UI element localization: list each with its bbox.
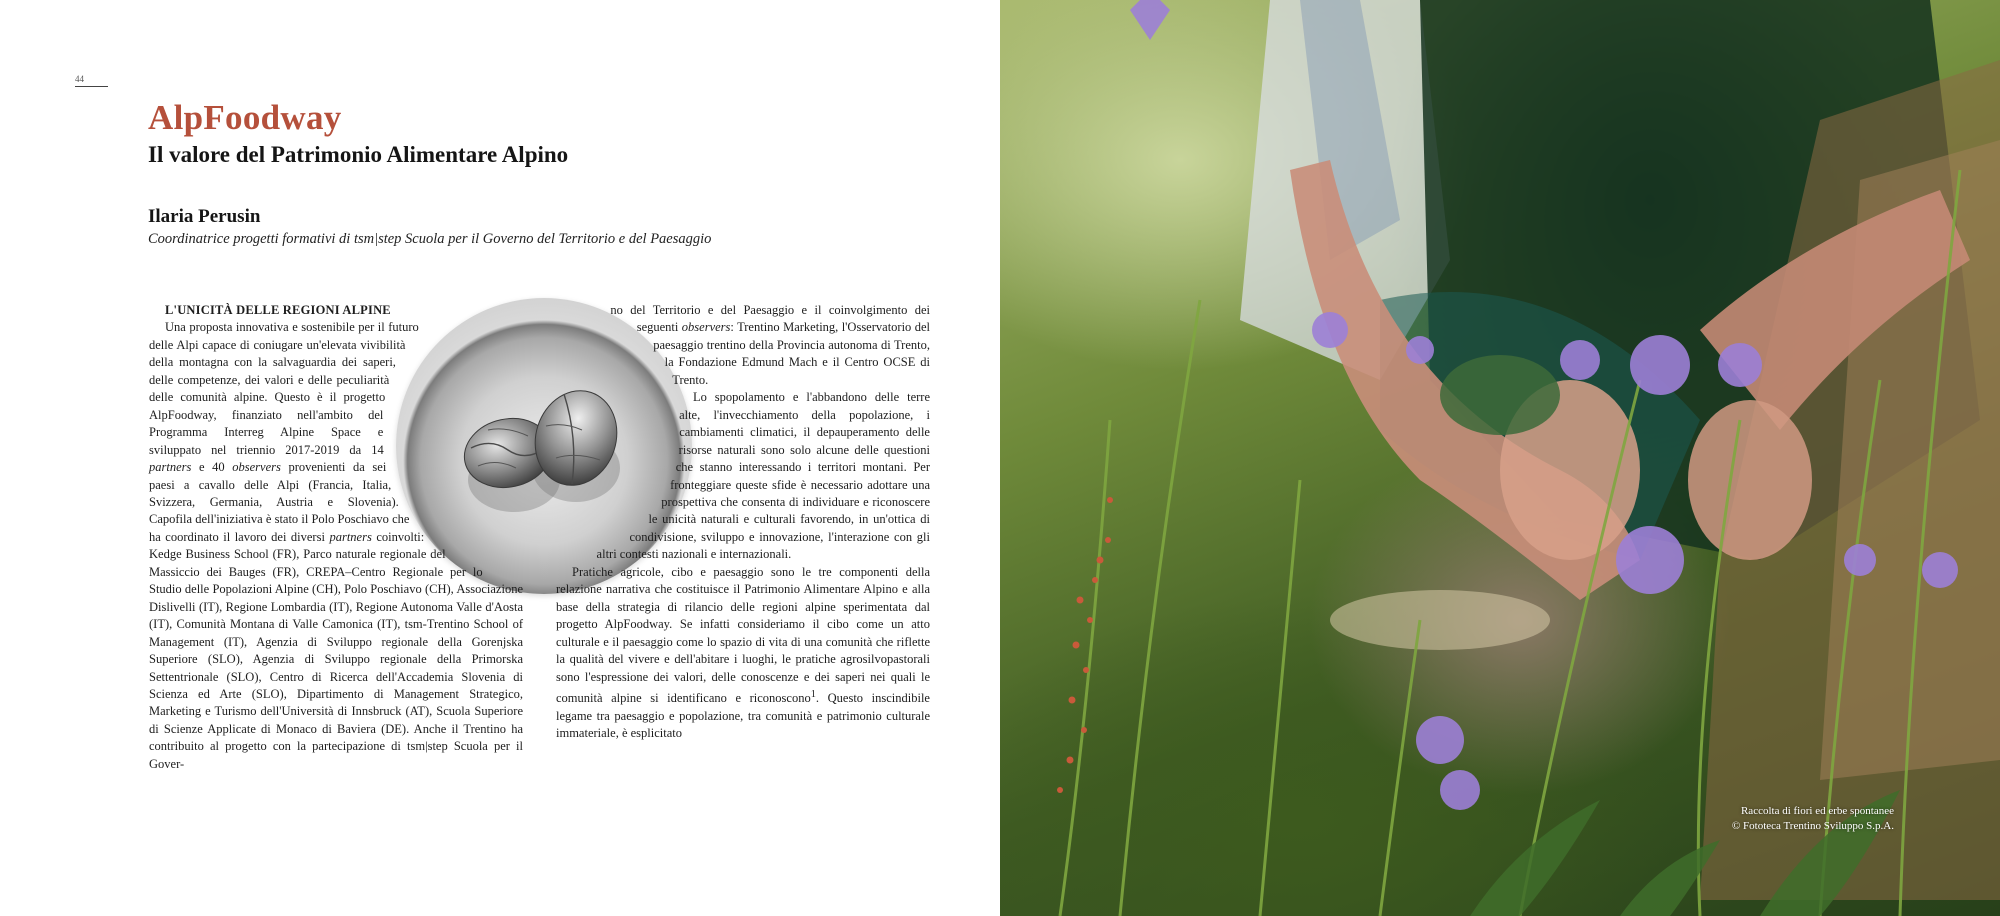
text-column-left <box>149 302 523 773</box>
body-paragraph: no del Territorio e del Paesaggio e il coinvolgimento dei seguenti observers: Trentino Marketing, l'Osservatorio del paesaggio trentino della Provincia autonoma di Trento, la Fondazione Edmund Mach e il Centro OCSE di Trento. <box>610 303 930 387</box>
wildflower-photo <box>1000 0 2000 916</box>
author-affiliation: Coordinatrice progetti formativi di tsm|step Scuola per il Governo del Territorio e del Paesaggio <box>148 231 712 247</box>
section-heading: L'UNICITÀ DELLE REGIONI ALPINE <box>165 303 391 317</box>
text-column-right <box>556 302 930 742</box>
caption-title: Raccolta di fiori ed erbe spontanee <box>1740 805 1894 817</box>
page-number: 44 <box>75 74 108 87</box>
body-paragraph: Una proposta innovativa e sostenibile per il futuro delle Alpi capace di coniugare un'elevata vivibilità della montagna con la salvaguardia dei saperi, delle competenze, dei valori e delle peculiarità delle comunità alpine. Questo è il progetto AlpFoodway, finanziato nell'ambito del Programma Interreg Alpine Space e sviluppato nel triennio 2017-2019 da 14 partners e 40 observers provenienti da sei paesi a cavallo delle Alpi (Francia, Italia, Svizzera, Germania, Austria e Slovenia). Capofila dell'iniziativa è stato il Polo Poschiavo che ha coordinato il lavoro dei diversi partners coinvolti: Kedge Business School (FR), Parco naturale regionale del Massiccio dei Bauges (FR), CREPA–Centro Regionale per lo Studio delle Popolazioni Alpine (CH), Polo Poschiavo (CH), Associazione Dislivelli (IT), Regione Lombardia (IT), Regione Autonoma Valle d'Aosta (IT), Comunità Montana di Valle Camonica (IT), tsm-Trentino School of Management (IT), Agenzia di Sviluppo regionale della Gorenjska Superiore (SLO), Agenzia di Sviluppo regionale della Primorska Settentrionale (SLO), Centro di Ricerca dell'Accademia Slovenia di Scienza ed Arte (SLO), Dipartimento di Management Strategico, Marketing e Turismo dell'Università di Innsbruck (AT), Scuola Superiore di Scienze Applicate di Monaco di Baviera (DE). Anche il Trentino ha contribuito al progetto con la partecipazione di tsm|step Scuola per il Gover- <box>149 320 523 771</box>
author-name: Ilaria Perusin <box>148 206 261 227</box>
body-paragraph: Pratiche agricole, cibo e paesaggio sono le tre componenti della relazione narrativa che costituisce il Patrimonio Alimentare Alpino e alla base della strategia di rilancio delle regioni alpine sperimentata dal progetto AlpFoodway. Se infatti consideriamo il cibo come un atto culturale e il paesaggio come lo spazio di vita di una comunità che riflette la qualità del vivere e dell'abitare i luoghi, le pratiche agrosilvopastorali sono l'espressione dei valori, delle conoscenze e dei saperi nei quali le comunità alpine si identificano e riconoscono$^1$. Questo inscindibile legame tra paesaggio e popolazione, tra comunità e patrimonio culturale immateriale, è esplicitato <box>556 564 930 741</box>
body-paragraph: Lo spopolamento e l'abbandono delle terre alte, l'invecchiamento della popolazione, i cambiamenti climatici, il depauperamento delle risorse naturali sono solo alcune delle questioni che stanno interessando i territori montani. Per fronteggiare queste sfide è necessario adottare una prospettiva che consenta di individuare e riconoscere le unicità naturali e culturali favorendo, in un'ottica di condivisione, sviluppo e innovazione, l'interazione con gli altri contesti nazionali e internazionali. <box>596 390 930 562</box>
caption-credit: © Fototeca Trentino Sviluppo S.p.A. <box>1731 820 1894 832</box>
article-title: AlpFoodway <box>148 98 342 137</box>
photo-caption <box>1732 804 1894 834</box>
article-subtitle: Il valore del Patrimonio Alimentare Alpino <box>148 142 569 167</box>
